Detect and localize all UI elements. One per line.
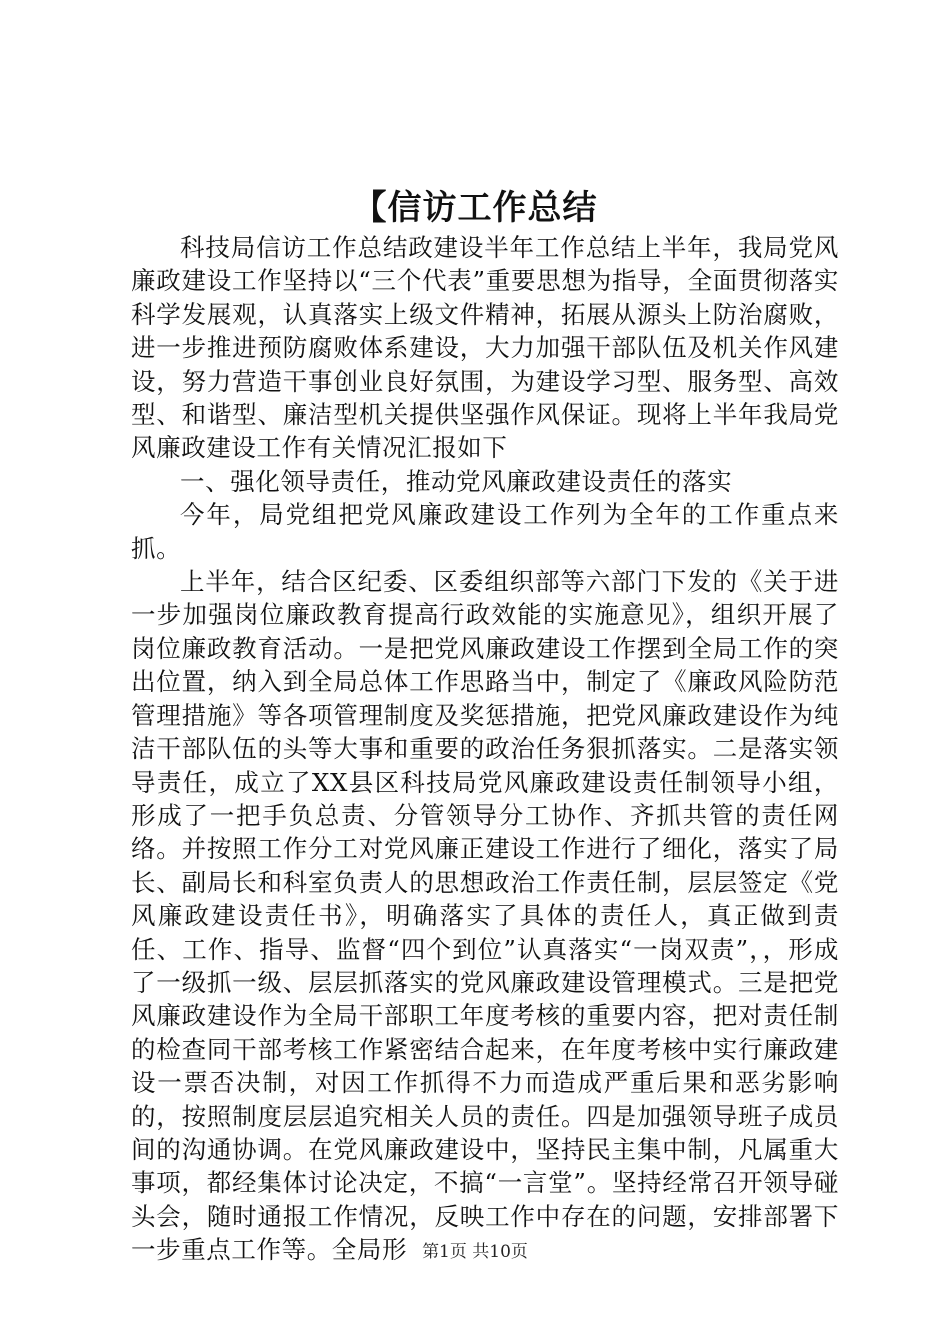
page-number-footer: 第1页 共10页 <box>422 1242 528 1262</box>
intro-paragraph: 科技局信访工作总结政建设半年工作总结上半年，我局党风廉政建设工作坚持以“三个代表”重要思想为指导，全面贯彻落实科学发展观，认真落实上级文件精神，拓展从源头上防治腐败，进一步推进预防腐败体系建设，大力加强干部队伍及机关作风建设，努力营造干事创业良好氛围，为建设学习型、服务型、高效型、和谐型、廉洁型机关提供坚强作风保证。现将上半年我局党风廉政建设工作有关情况汇报如下 <box>131 233 839 463</box>
document-title: 【信访工作总结 <box>352 188 598 228</box>
document-body <box>131 231 839 1267</box>
section-heading: 一、强化领导责任，推动党风廉政建设责任的落实 <box>180 466 733 496</box>
body-paragraph: 上半年，结合区纪委、区委组织部等六部门下发的《关于进一步加强岗位廉政教育提高行政效能的实施意见》，组织开展了岗位廉政教育活动。一是把党风廉政建设工作摆到全局工作的突出位置，纳入到全局总体工作思路当中，制定了《廉政风险防范管理措施》等各项管理制度及奖惩措施，把党风廉政建设作为纯洁干部队伍的头等大事和重要的政治任务狠抓落实。二是落实领导责任，成立了XX县区科技局党风廉政建设责任制领导小组，形成了一把手负总责、分管领导分工协作、齐抓共管的责任网络。并按照工作分工对党风廉正建设工作进行了细化，落实了局长、副局长和科室负责人的思想政治工作责任制，层层签定《党风廉政建设责任书》，明确落实了具体的责任人，真正做到责任、工作、指导、监督“四个到位”认真落实“一岗双责”，，形成了一级抓一级、层层抓落实的党风廉政建设管理模式。三是把党风廉政建设作为全局干部职工年度考核的重要内容，把对责任制的检查同干部考核工作紧密结合起来，在年度考核中实行廉政建设一票否决制，对因工作抓得不力而造成严重后果和恶劣影响的，按照制度层层追究相关人员的责任。四是加强领导班子成员间的沟通协调。在党风廉政建设中，坚持民主集中制，凡属重大事项，都经集体讨论决定，不搞“一言堂”。坚持经常召开领导碰头会，随时通报工作情况，反映工作中存在的问题，安排部署下一步重点工作等。全局形 <box>131 567 839 1265</box>
body-paragraph: 今年，局党组把党风廉政建设工作列为全年的工作重点来抓。 <box>131 500 839 563</box>
